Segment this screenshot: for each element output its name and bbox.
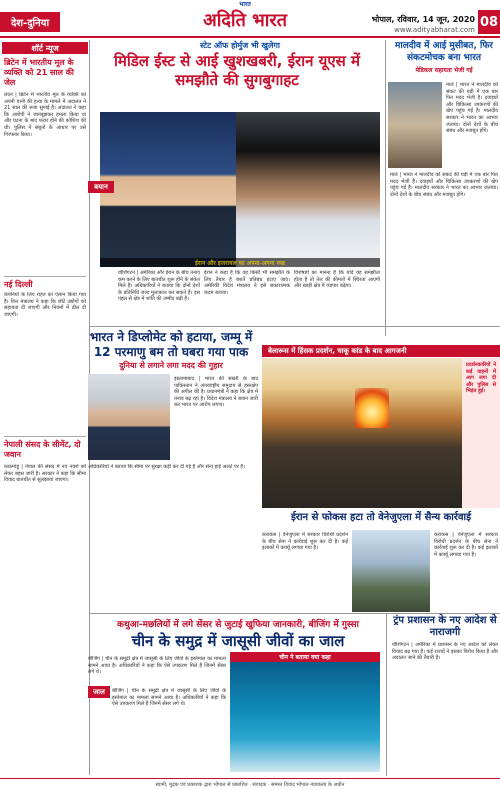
maldives-photo xyxy=(388,82,442,168)
divider xyxy=(4,276,86,277)
left-story3-headline[interactable]: नेपाली संसद के सीमेंट, दो जवान xyxy=(4,440,81,459)
left-story-headline[interactable]: ब्रिटेन में भारतीय मूल के व्यक्ति को 21 साल की जेल xyxy=(4,58,74,87)
venezuela-text: कराकस | वेनेजुएला में सरकार विरोधी प्रदर्शन के बीच सेना ने कार्रवाई शुरू कर दी है। कई इलाकों में कर्फ्यू लगाया गया है। xyxy=(262,532,348,552)
masthead xyxy=(0,0,500,38)
column-rule xyxy=(385,40,386,336)
left-story-text: लंदन | ब्रिटेन में भारतीय मूल के व्यक्ति को अपनी पत्नी की हत्या के मामले में अदालत ने 21 साल की सजा सुनाई है। अदालत ने कहा कि आरोपी ने जानबूझकर हमला किया था और घटना के बाद फरार होने की कोशिश की थी। पुलिस ने सबूतों के आधार पर उसे गिरफ्तार किया। xyxy=(4,92,86,138)
trump-photo xyxy=(100,112,236,267)
brand-kicker: भारत xyxy=(239,1,251,8)
main-col-1: वॉशिंगटन | अमेरिका और ईरान के बीच तनाव कम करने के लिए बातचीत शुरू होने के संकेत मिले हैं। अधिकारियों ने बताया कि दोनों देशों के प्रतिनिधि जल्द मुलाकात कर सकते हैं। इस पहल से क्षेत्र में शांति की उम्मीद बढ़ी है। xyxy=(118,270,200,303)
maldives-sub: मेडिकल सहायता भेजी गई xyxy=(415,67,473,74)
china-headline[interactable]: चीन के समुद्र में जासूसी जीवों का जाल xyxy=(131,632,345,650)
protest-photo xyxy=(262,358,462,508)
main-col-3: विशेषज्ञों का मानना है कि यदि यह समझौता होता है तो तेल की कीमतों में स्थिरता आएगी और खाड़ी क्षेत्र में व्यापार बढ़ेगा। xyxy=(294,270,380,290)
brand-logo[interactable] xyxy=(190,1,300,31)
main-col-2: ईरान ने कहा है कि वह किसी भी समझौते के लिए तैयार है बशर्ते प्रतिबंध हटाए जाएं। अमेरिकी विदेश मंत्रालय ने इसे सकारात्मक कदम बताया। xyxy=(204,270,290,296)
china-tag: जाल xyxy=(88,686,110,698)
iran-leader-photo xyxy=(236,112,380,267)
left-story2-headline[interactable]: नई दिल्ली xyxy=(4,280,33,289)
china-kicker: कथुआ-मछलियों में लगे सेंसर से जुटाई खुफिया जानकारी, बीजिंग में गुस्सा xyxy=(117,620,359,630)
china-text-2: बीजिंग | चीन के समुद्री क्षेत्र में जासूसी के लिए जीवों के इस्तेमाल का मामला सामने आया है। अधिकारियों ने कहा कि ऐसे उपकरण मिले हैं जिनमें सेंसर लगे थे। xyxy=(112,688,226,708)
maldives-text: माले | भारत ने मालदीव को संकट की घड़ी में एक बार फिर मदद भेजी है। दवाइयों और चिकित्सा उपकरणों की खेप पहुंच गई है। मालदीव सरकार ने भारत का आभार जताया। दोनों देशों के बीच संबंध और मजबूत होंगे। xyxy=(446,82,498,135)
protest-side-text: प्रदर्शनकारियों ने कई वाहनों में आग लगा दी और पुलिस से भिड़ंत हुई। xyxy=(466,362,496,395)
dateline: भोपाल, रविवार, 14 जून, 2020 xyxy=(371,15,475,24)
maldives-headline[interactable]: मालदीव में आई मुसीबत, फिर संकटमोचक बना भारत xyxy=(395,41,493,63)
protest-sidebox xyxy=(462,358,500,508)
trump-order-text: वॉशिंगटन | अमेरिका में प्रशासन के नए आदेश को लेकर विवाद बढ़ गया है। कई राज्यों ने इसका विरोध किया है और अदालत जाने की तैयारी है। xyxy=(392,642,498,662)
venezuela-photo xyxy=(352,530,430,612)
imprint-footer: स्वामी, मुद्रक एवं प्रकाशक द्वारा भोपाल से प्रकाशित · संपादक · समस्त विवाद भोपाल न्यायालय के अधीन xyxy=(0,778,500,790)
brand-name: अदिति भारत xyxy=(202,10,288,31)
pak-text-2: अधिकारियों ने बताया कि सीमा पर सुरक्षा कड़ी कर दी गई है और सेना हाई अलर्ट पर है। xyxy=(88,464,245,470)
left-story2-text: कंपनियों के लिए राहत का ऐलान किया गया है। वित्त मंत्रालय ने कहा कि छोटे उद्योगों को सहायता दी जाएगी और नियमों में ढील दी जाएगी। xyxy=(4,292,86,318)
section-tag: देश-दुनिया xyxy=(0,12,60,32)
short-news-bar: शॉर्ट न्यूज xyxy=(2,42,88,54)
venezuela-headline[interactable]: ईरान से फोकस हटा तो वेनेजुएला में सैन्य कार्रवाई xyxy=(290,512,472,523)
left-story3-text: काठमांडू | नेपाल की संसद में नए नक्शे को लेकर बहस जारी है। सरकार ने कहा कि सीमा विवाद बातचीत से सुलझाया जाएगा। xyxy=(4,464,86,484)
sea-photo-tag: चीन ने बताया क्या कहा xyxy=(230,652,380,662)
website-link[interactable]: www.adityabharat.com xyxy=(394,26,475,34)
venezuela-text-2: कराकस | वेनेजुएला में सरकार विरोधी प्रदर्शन के बीच सेना ने कार्रवाई शुरू कर दी है। कई इलाकों में कर्फ्यू लगाया गया है। xyxy=(434,532,498,558)
protest-bar: बेलारूस में हिंसक प्रदर्शन, चाकू कांड के बाद आगजनी xyxy=(262,345,500,357)
pak-pm-photo xyxy=(88,374,170,460)
header-rule xyxy=(0,36,500,38)
divider xyxy=(4,436,86,437)
divider xyxy=(90,326,500,327)
column-rule xyxy=(386,614,387,776)
page-number: 08 xyxy=(478,10,500,34)
pak-text: इस्लामाबाद | भारत की सख्ती के बाद पाकिस्तान ने अंतरराष्ट्रीय समुदाय से हस्तक्षेप की अपील की है। प्रधानमंत्री ने कहा कि क्षेत्र में तनाव बढ़ रहा है। विदेश मंत्रालय ने बयान जारी कर भारत पर आरोप लगाए। xyxy=(174,376,258,409)
main-kicker: स्टेट ऑफ होर्मुज भी खुलेगा xyxy=(200,41,280,50)
main-headline[interactable]: मिडिल ईस्ट से आई खुशखबरी, ईरान यूएस में समझौते की सुगबुगाहट xyxy=(114,52,360,89)
maldives-text-cont: माले | भारत ने मालदीव को संकट की घड़ी में एक बार फिर मदद भेजी है। दवाइयों और चिकित्सा उपकरणों की खेप पहुंच गई है। मालदीव सरकार ने भारत का आभार जताया। दोनों देशों के बीच संबंध और मजबूत होंगे। xyxy=(390,172,498,198)
pak-subheadline: दुनिया से लगाने लगा मदद की गुहार xyxy=(119,361,223,370)
pak-headline[interactable]: भारत ने डिप्लोमेट को हटाया, जम्मू में 12 परमाणु बम तो घबरा गया पाक xyxy=(89,330,253,359)
divider xyxy=(90,613,500,614)
quote-tag: बयान xyxy=(88,181,114,193)
photo-caption: ईरान और इजरायल का अपना-अपना रुख xyxy=(100,258,380,267)
trump-order-headline[interactable]: ट्रंप प्रशासन के नए आदेश से नाराजगी xyxy=(393,615,497,638)
china-text: बीजिंग | चीन के समुद्री क्षेत्र में जासूसी के लिए जीवों के इस्तेमाल का मामला सामने आया है। अधिकारियों ने कहा कि ऐसे उपकरण मिले हैं जिनमें सेंसर लगे थे। xyxy=(88,656,226,676)
sea-photo xyxy=(230,662,380,772)
fire-flame xyxy=(355,388,389,428)
